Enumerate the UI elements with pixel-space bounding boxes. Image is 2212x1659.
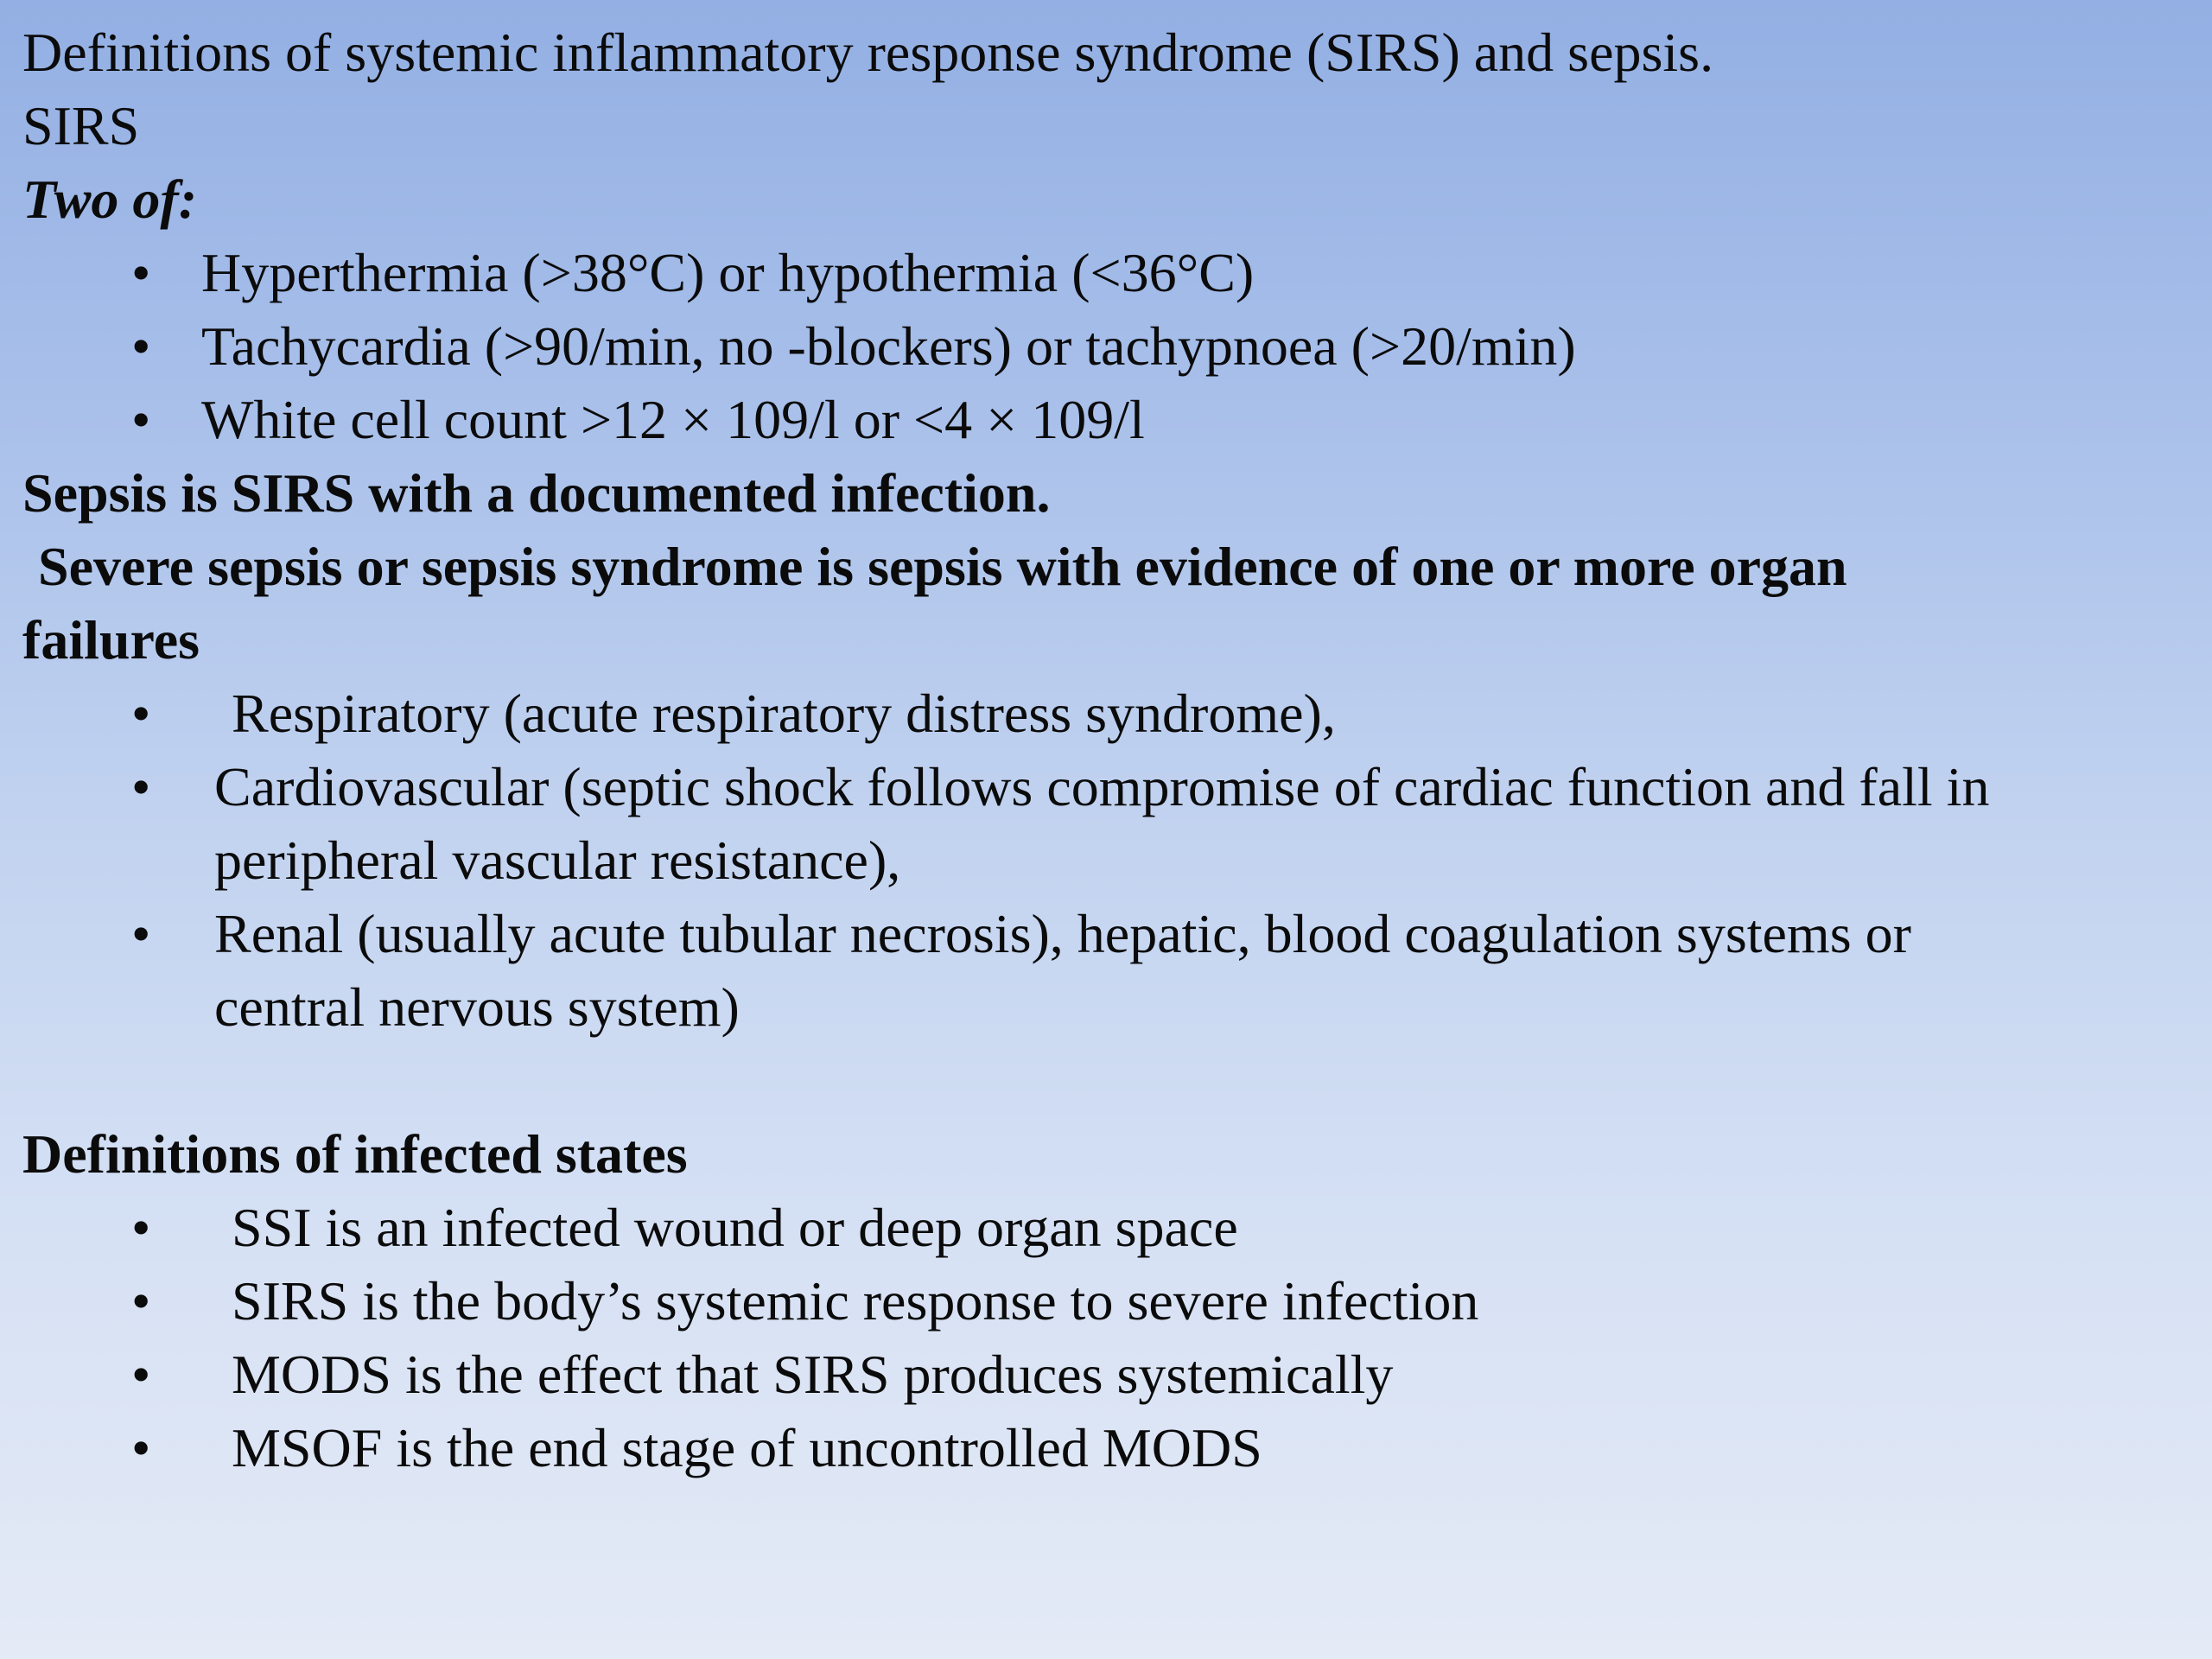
list-item: SSI is an infected wound or deep organ space [232,1197,1238,1258]
bullet-icon: • [131,1270,151,1332]
list-item: White cell count >12 × 109/l or <4 × 109/l [201,389,1145,450]
severe-sepsis-definition-cont: failures [22,609,200,671]
sepsis-definition: Sepsis is SIRS with a documented infection. [22,462,1051,524]
bullet-icon: • [131,1417,151,1478]
bullet-icon: • [131,1197,151,1258]
list-item-continuation: central nervous system) [214,976,740,1038]
severe-sepsis-definition: Severe sepsis or sepsis syndrome is sepsis with evidence of one or more organ [38,536,1847,597]
infected-states-heading: Definitions of infected states [22,1123,688,1185]
list-item: MSOF is the end stage of uncontrolled MODS [232,1417,1262,1478]
bullet-icon: • [131,242,151,303]
list-item: Cardiovascular (septic shock follows compromise of cardiac function and fall in [214,756,1990,817]
two-of-label: Two of: [22,168,198,230]
bullet-icon: • [131,315,151,377]
list-item: Hyperthermia (>38°C) or hypothermia (<36°C) [201,242,1255,303]
list-item: Renal (usually acute tubular necrosis), hepatic, blood coagulation systems or [214,903,1911,964]
list-item-continuation: peripheral vascular resistance), [214,830,901,891]
slide-title: Definitions of systemic inflammatory response syndrome (SIRS) and sepsis. [22,22,1714,83]
list-item: MODS is the effect that SIRS produces systemically [232,1344,1394,1405]
sirs-heading: SIRS [22,95,140,156]
bullet-icon: • [131,389,151,450]
list-item: Respiratory (acute respiratory distress syndrome), [232,683,1336,744]
bullet-icon: • [131,683,151,744]
list-item: SIRS is the body’s systemic response to severe infection [232,1270,1479,1332]
bullet-icon: • [131,1344,151,1405]
bullet-icon: • [131,756,151,817]
list-item: Tachycardia (>90/min, no -blockers) or tachypnoea (>20/min) [201,315,1576,377]
bullet-icon: • [131,903,151,964]
